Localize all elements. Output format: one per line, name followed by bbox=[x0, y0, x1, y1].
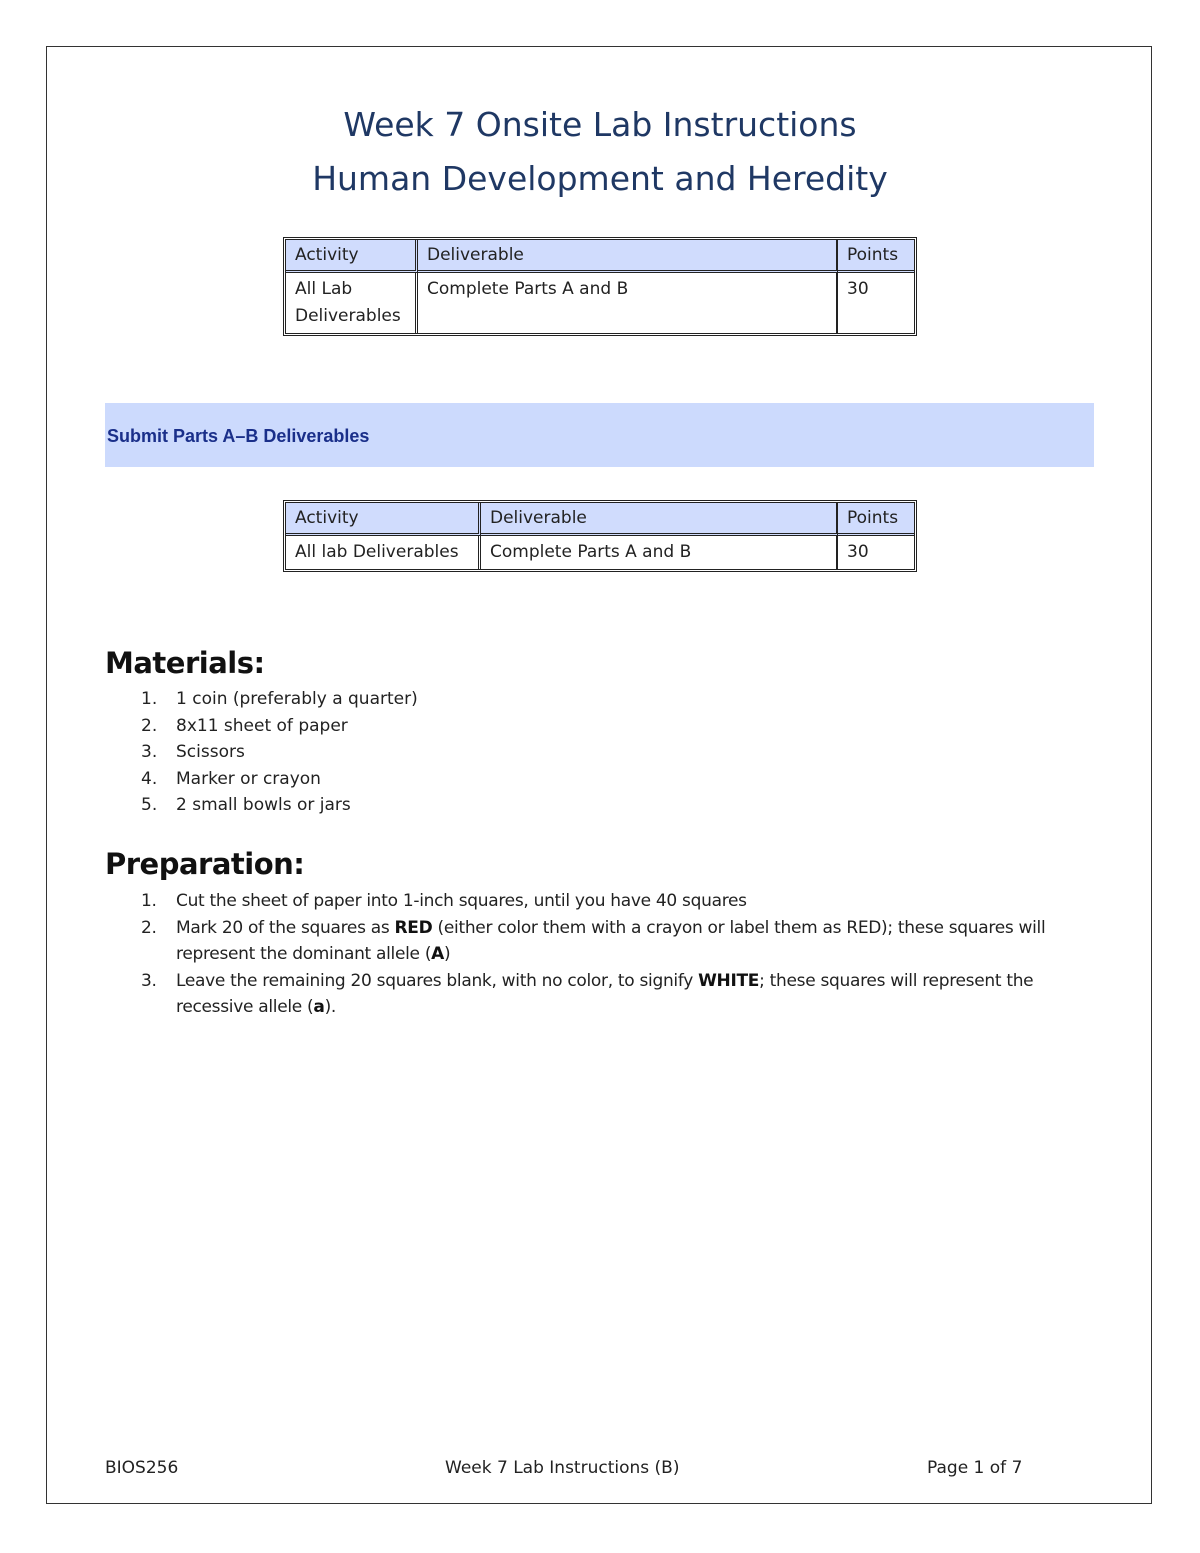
cell-deliverable: Complete Parts A and B bbox=[418, 273, 838, 333]
list-item: 5. 2 small bowls or jars bbox=[141, 795, 351, 815]
list-item: 3. Scissors bbox=[141, 742, 245, 762]
header-activity: Activity bbox=[286, 503, 481, 536]
recessive-allele: a bbox=[313, 997, 325, 1017]
list-item: 2. Mark 20 of the squares as RED (either color them with a crayon or label them as RED); these squares will represent the dominant allele (A) bbox=[141, 917, 1046, 964]
list-item: 1. Cut the sheet of paper into 1-inch squares, until you have 40 squares bbox=[141, 891, 747, 911]
preparation-list bbox=[105, 888, 1095, 1021]
cell-activity: All Lab Deliverables bbox=[286, 273, 418, 333]
material-text: 1 coin (preferably a quarter) bbox=[176, 689, 418, 709]
table-row bbox=[286, 273, 914, 333]
table-header-row bbox=[286, 503, 914, 536]
list-item: 1. 1 coin (preferably a quarter) bbox=[141, 689, 418, 709]
list-item: 2. 8x11 sheet of paper bbox=[141, 715, 348, 736]
prep-text-b: ; these squares will represent the recessive allele ( bbox=[176, 970, 1034, 1017]
material-text: 2 small bowls or jars bbox=[176, 795, 351, 815]
header-deliverable: Deliverable bbox=[481, 503, 838, 536]
prep-text: Cut the sheet of paper into 1-inch squares, until you have 40 squares bbox=[176, 891, 747, 911]
dominant-allele: A bbox=[431, 944, 445, 964]
prep-text-b: (either color them with a crayon or label them as RED); these squares will represent the dominant allele ( bbox=[176, 917, 1046, 964]
table-header-row bbox=[286, 240, 914, 273]
header-points: Points bbox=[838, 503, 914, 536]
material-text: 8x11 sheet of paper bbox=[176, 715, 348, 736]
submit-banner-text: Submit Parts A–B Deliverables bbox=[107, 426, 370, 446]
cell-deliverable: Complete Parts A and B bbox=[481, 536, 838, 569]
materials-list bbox=[105, 686, 1095, 819]
white-label: WHITE bbox=[698, 970, 760, 991]
cell-points: 30 bbox=[847, 542, 869, 562]
table-row bbox=[286, 536, 914, 569]
deliverables-table-bottom bbox=[283, 500, 917, 572]
prep-text-a: Mark 20 of the squares as bbox=[176, 917, 395, 938]
preparation-heading: Preparation: bbox=[105, 847, 305, 881]
prep-text-c: ). bbox=[324, 997, 336, 1017]
page-subtitle: Human Development and Heredity bbox=[312, 159, 888, 198]
page-title: Week 7 Onsite Lab Instructions bbox=[343, 105, 857, 144]
cell-points: 30 bbox=[847, 279, 869, 299]
material-text: Scissors bbox=[176, 742, 245, 762]
header-activity: Activity bbox=[286, 240, 418, 273]
materials-heading: Materials: bbox=[105, 646, 265, 680]
submit-banner bbox=[105, 403, 1094, 467]
material-text: Marker or crayon bbox=[176, 768, 321, 789]
prep-text-c: ) bbox=[444, 944, 451, 964]
list-item: 4. Marker or crayon bbox=[141, 768, 321, 789]
header-deliverable: Deliverable bbox=[418, 240, 838, 273]
footer-page-number: Page 1 of 7 bbox=[927, 1458, 1023, 1478]
red-label: RED bbox=[394, 917, 433, 938]
deliverables-table-top bbox=[283, 237, 917, 336]
footer-doc-title: Week 7 Lab Instructions (B) bbox=[445, 1458, 680, 1478]
cell-activity: All lab Deliverables bbox=[286, 536, 481, 569]
prep-text-a: Leave the remaining 20 squares blank, with no color, to signify bbox=[176, 970, 699, 991]
list-item: 3. Leave the remaining 20 squares blank, with no color, to signify WHITE; these squares will represent the recessive allele (a). bbox=[141, 970, 1034, 1017]
footer-course: BIOS256 bbox=[105, 1458, 179, 1478]
header-points: Points bbox=[838, 240, 914, 273]
